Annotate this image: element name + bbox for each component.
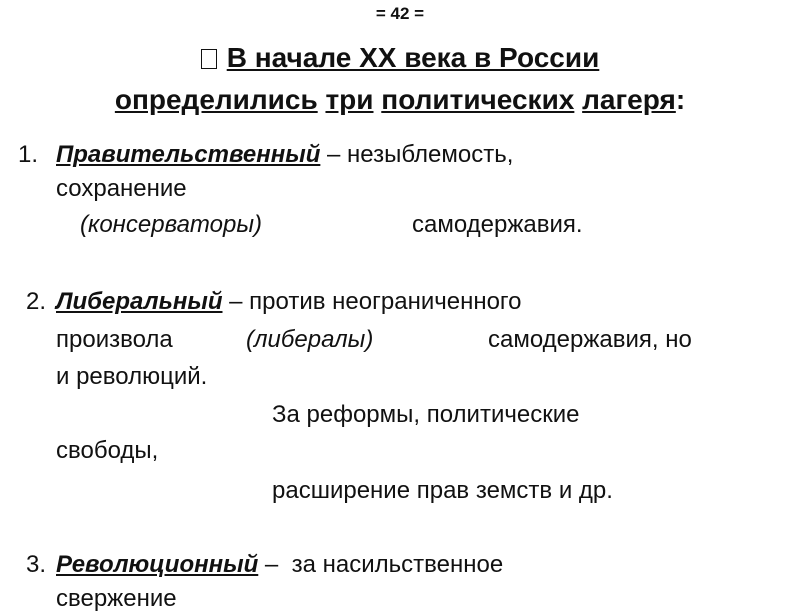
item-1-name: Правительственный xyxy=(56,141,321,168)
item-2-number: 2. xyxy=(26,288,47,315)
item-2-group xyxy=(246,323,373,357)
item-2-line-1 xyxy=(26,285,522,319)
title-line-2 xyxy=(0,80,800,120)
title-word-three: три xyxy=(325,84,374,115)
item-1-number: 1. xyxy=(18,141,39,168)
item-3-number: 3. xyxy=(26,551,47,578)
item-1-line-1 xyxy=(18,138,513,172)
item-2-desc-f: расширение прав земств и др. xyxy=(272,477,613,504)
item-1-desc-c: самодержавия. xyxy=(412,211,583,238)
title-line-1 xyxy=(0,38,800,78)
item-3-name: Революционный xyxy=(56,551,259,578)
item-3-desc-b: свержение xyxy=(56,585,177,612)
checkbox-bullet-icon xyxy=(201,49,217,69)
title-text-1: В начале XX века в России xyxy=(226,42,600,73)
item-2-desc-a: – против неограниченного xyxy=(222,288,522,315)
item-2-desc-b2: самодержавия, но xyxy=(488,326,692,353)
item-1-line-3 xyxy=(80,208,262,242)
title-word-defined: определились xyxy=(114,84,318,115)
page-number: = 42 = xyxy=(375,4,425,23)
item-1-desc-b: сохранение xyxy=(56,175,187,202)
item-3-desc-a: – за насильственное xyxy=(258,551,504,578)
item-1-desc-a: – незыблемость, xyxy=(320,141,514,168)
item-2-desc-d: За реформы, политические xyxy=(272,401,580,428)
item-2-desc-c: и революций. xyxy=(56,363,208,390)
item-2-desc-b1: произвола xyxy=(56,326,173,353)
item-2-group-text: (либералы) xyxy=(246,326,374,353)
item-2-name: Либеральный xyxy=(56,288,223,315)
item-1-group: (консерваторы) xyxy=(80,211,262,238)
title-colon: : xyxy=(675,84,686,115)
title-word-camps: лагеря xyxy=(582,84,676,115)
item-2-desc-e: свободы, xyxy=(56,437,159,464)
item-3-line-1 xyxy=(26,548,503,582)
title-word-political: политических xyxy=(381,84,575,115)
